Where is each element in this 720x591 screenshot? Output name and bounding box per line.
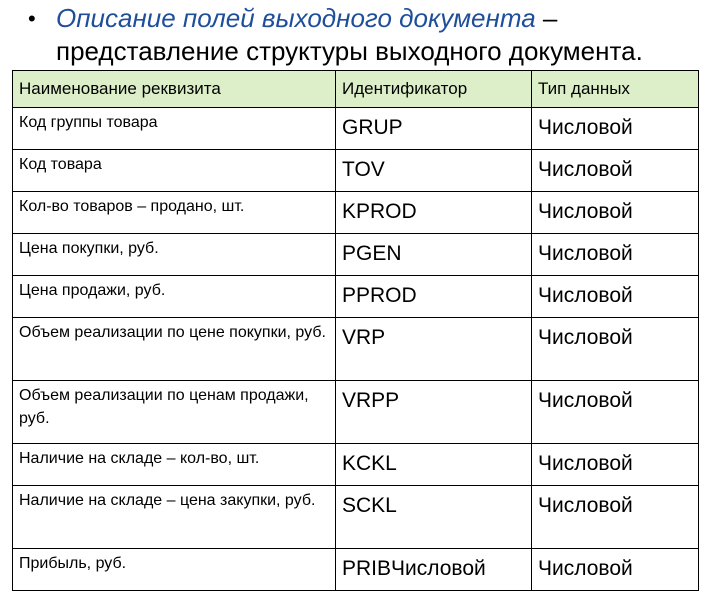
cell-type: Числовой <box>532 276 699 318</box>
cell-type: Числовой <box>532 444 699 486</box>
cell-id: KPROD <box>336 192 532 234</box>
cell-id: VRPP <box>336 381 532 444</box>
cell-type: Числовой <box>532 318 699 381</box>
header-name: Наименование реквизита <box>13 71 336 108</box>
fields-table <box>12 70 699 591</box>
table-row <box>13 276 699 318</box>
cell-name: Объем реализации по ценам продажи, руб. <box>13 381 336 444</box>
bullet-icon: • <box>28 6 36 31</box>
cell-type: Числовой <box>532 234 699 276</box>
cell-id: KCKL <box>336 444 532 486</box>
cell-name: Цена покупки, руб. <box>13 234 336 276</box>
heading-italic-part: Описание полей выходного документа <box>56 3 536 33</box>
table-row <box>13 486 699 549</box>
table-row <box>13 549 699 591</box>
table-row <box>13 234 699 276</box>
table-row <box>13 150 699 192</box>
heading-dash: – <box>535 3 558 33</box>
heading-second-line: представление структуры выходного документа. <box>56 36 643 66</box>
cell-type: Числовой <box>532 108 699 150</box>
cell-type: Числовой <box>532 486 699 549</box>
table-row <box>13 444 699 486</box>
table-row <box>13 318 699 381</box>
cell-name: Объем реализации по цене покупки, руб. <box>13 318 336 381</box>
cell-name: Код товара <box>13 150 336 192</box>
cell-id: TOV <box>336 150 532 192</box>
table-row <box>13 381 699 444</box>
cell-name: Код группы товара <box>13 108 336 150</box>
header-identifier: Идентификатор <box>336 71 532 108</box>
cell-id: VRP <box>336 318 532 381</box>
slide-heading <box>28 2 718 68</box>
cell-name: Цена продажи, руб. <box>13 276 336 318</box>
table-header-row <box>13 71 699 108</box>
cell-id: SCKL <box>336 486 532 549</box>
cell-id: GRUP <box>336 108 532 150</box>
cell-name: Прибыль, руб. <box>13 549 336 591</box>
header-type: Тип данных <box>532 71 699 108</box>
cell-name: Наличие на складе – кол-во, шт. <box>13 444 336 486</box>
cell-type: Числовой <box>532 381 699 444</box>
cell-id: PGEN <box>336 234 532 276</box>
cell-type: Числовой <box>532 549 699 591</box>
cell-id: PRIBЧисловой <box>336 549 532 591</box>
cell-name: Наличие на складе – цена закупки, руб. <box>13 486 336 549</box>
table-row <box>13 108 699 150</box>
table-row <box>13 192 699 234</box>
cell-type: Числовой <box>532 150 699 192</box>
cell-type: Числовой <box>532 192 699 234</box>
cell-id: PPROD <box>336 276 532 318</box>
cell-name: Кол-во товаров – продано, шт. <box>13 192 336 234</box>
